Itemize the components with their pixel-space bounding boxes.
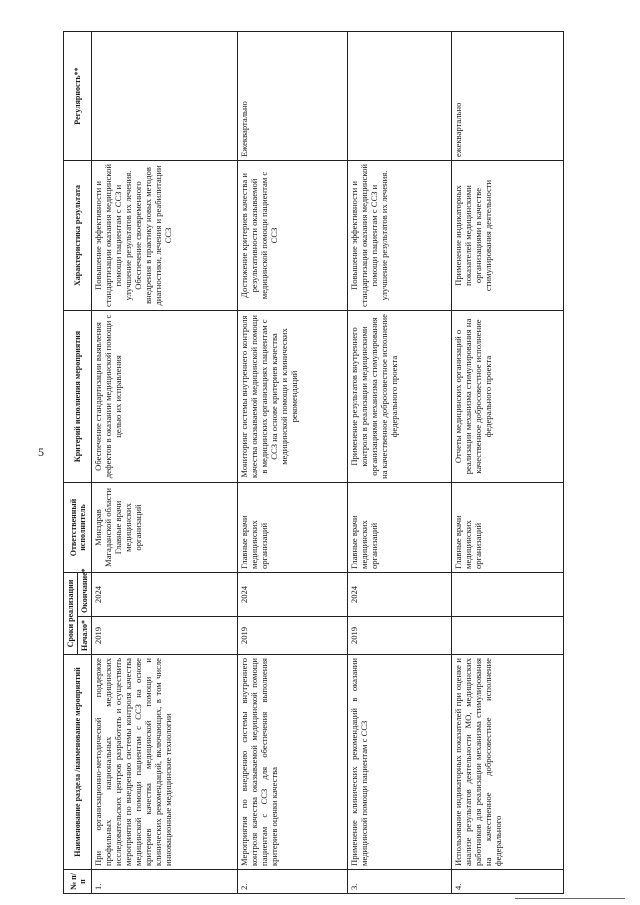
header-terms: Сроки реализации <box>64 573 78 655</box>
row-regularity <box>348 32 452 161</box>
row-criterion: Обеспечение стандартизации выявления дефектов в оказании медицинской помощи с целью их исправления <box>92 311 238 483</box>
table-row <box>238 32 348 894</box>
row-end: 2024 <box>238 573 348 617</box>
header-characteristic: Характеристика результата <box>64 161 92 311</box>
row-num: 2. <box>238 870 348 894</box>
row-name: Мероприятия по внедрению системы внутреннего контроля качества оказываемой медицинской помощи пациентам с ССЗ для обеспечения выполнения критериев оценки качества <box>238 655 348 870</box>
row-num: 4. <box>452 870 564 894</box>
row-characteristic: Повышение эффективности и стандартизации оказания медицинской помощи пациентам с ССЗ и улучшение результатов их лечения. Обеспечение своевременного внедрения в практику новых методов диагностики, лечения и реабилитации ССЗ <box>92 161 238 311</box>
row-num: 1. <box>92 870 238 894</box>
row-end <box>452 573 564 617</box>
row-start: 2019 <box>92 617 238 655</box>
row-name: При организационно-методической поддержке профильных национальных медицинских исследовательских центров разработать и осуществить мероприятия по внедрению системы контроля качества медицинской помощи пациентам с ССЗ на основе критериев качества медицинской помощи и клинических рекомендаций, включающих, в том числе инновационные медицинские технологии <box>92 655 238 870</box>
row-responsible: Главные врачи медицинских организаций <box>452 483 564 573</box>
row-characteristic: Применение индикаторных показателей медицинскими организациями в качестве стимулирования деятельности <box>452 161 564 311</box>
page-number: 5 <box>38 445 44 459</box>
row-responsible: Главные врачи медицинских организаций <box>348 483 452 573</box>
row-criterion: Мониторинг системы внутреннего контроля качества оказываемой медицинской помощи в медицинских организациях пациентам с ССЗ на основе критериев качества медицинской помощи и клинических рекомендаций <box>238 311 348 483</box>
row-regularity: Ежеквартально <box>238 32 348 161</box>
header-num: № п/п <box>64 870 92 894</box>
row-responsible: Минздрав Магаданской области Главные врачи медицинских организаций <box>92 483 238 573</box>
table-row <box>452 32 564 894</box>
row-criterion: Применение результатов внутреннего контроля в реализации медицинскими организациями механизма стимулирования на качественное добросовестное исполнение федерального проекта <box>348 311 452 483</box>
row-end: 2024 <box>348 573 452 617</box>
table-row <box>348 32 452 894</box>
header-name: Наименование раздела /наименование мероприятий <box>64 655 92 870</box>
row-name: Применение клинических рекомендаций в оказании медицинской помощи пациентам с ССЗ <box>348 655 452 870</box>
row-num: 3. <box>348 870 452 894</box>
row-start <box>452 617 564 655</box>
row-characteristic: Повышение эффективности и стандартизации оказания медицинской помощи пациентам с ССЗ и улучшение результатов их лечения. <box>348 161 452 311</box>
header-end: Окончание* <box>78 573 92 617</box>
row-name: Использование индикаторных показателей при оценке и анализе результатов деятельности МО, медицинских работников для реализации механизма стимулирования на качественное добросовестное исполнение федерального <box>452 655 564 870</box>
header-start: Начало* <box>78 617 92 655</box>
row-regularity: ежеквартально <box>452 32 564 161</box>
activities-table <box>63 31 564 894</box>
header-responsible: Ответственный исполнитель <box>64 483 92 573</box>
rotated-table-wrapper <box>63 32 577 894</box>
table-row <box>92 32 238 894</box>
row-characteristic: Достижение критериев качества и результативности оказываемой медицинской помощи пациентам с ССЗ <box>238 161 348 311</box>
row-responsible: Главные врачи медицинских организаций <box>238 483 348 573</box>
header-regularity: Регулярность** <box>64 32 92 161</box>
footer-divider <box>515 898 625 899</box>
row-start: 2019 <box>348 617 452 655</box>
row-criterion: Отчеты медицинских организаций о реализации механизма стимулирования на качественное добросовестное исполнение федерального проекта <box>452 311 564 483</box>
row-start: 2019 <box>238 617 348 655</box>
row-regularity <box>92 32 238 161</box>
row-end: 2024 <box>92 573 238 617</box>
header-criterion: Критерий исполнения мероприятия <box>64 311 92 483</box>
